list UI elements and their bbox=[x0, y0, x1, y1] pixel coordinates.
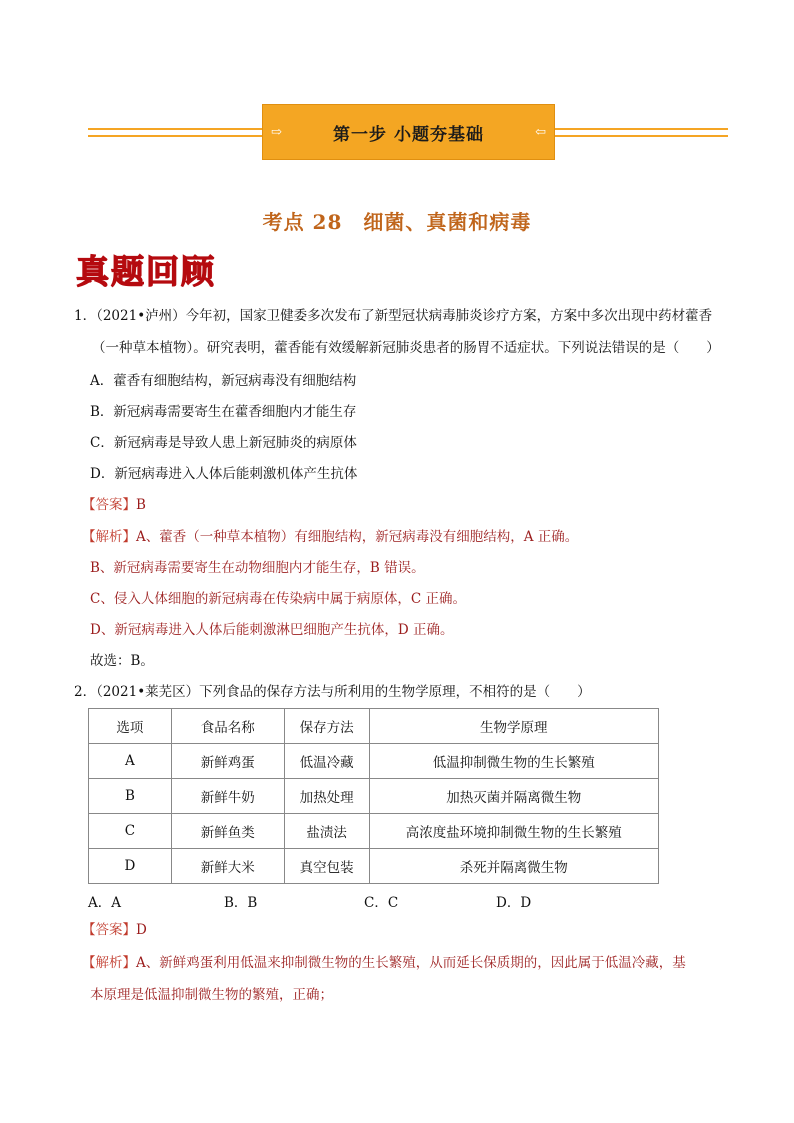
table-header-cell: 保存方法 bbox=[284, 709, 369, 744]
q2-option-b: B．B bbox=[224, 895, 258, 911]
section-stamp: 真题回顾 bbox=[76, 252, 216, 291]
table-cell: 新鲜鸡蛋 bbox=[171, 744, 284, 779]
q1-stem-line2: （一种草本植物）。研究表明，藿香能有效缓解新冠肺炎患者的肠胃不适症状。下列说法错误的是（ ） bbox=[92, 340, 720, 356]
q2-option-d: D．D bbox=[496, 895, 532, 911]
table-cell: C bbox=[89, 814, 172, 849]
table-cell: 杀死并隔离微生物 bbox=[369, 849, 658, 884]
table-cell: 加热灭菌并隔离微生物 bbox=[369, 779, 658, 814]
table-cell: 低温冷藏 bbox=[284, 744, 369, 779]
topic-title: 考点 28 细菌、真菌和病毒 bbox=[262, 210, 532, 234]
table-cell: 加热处理 bbox=[284, 779, 369, 814]
q1-conclusion: 故选：B。 bbox=[90, 653, 154, 669]
table-row bbox=[89, 744, 659, 779]
table-cell: D bbox=[89, 849, 172, 884]
q2-answer bbox=[82, 920, 147, 940]
q2-answer-value: D bbox=[136, 922, 147, 938]
q1-option-d: D．新冠病毒进入人体后能刺激机体产生抗体 bbox=[90, 466, 358, 482]
left-arrow-icon: ⇦ bbox=[535, 125, 546, 140]
q2-analysis-line1 bbox=[82, 953, 686, 973]
q1-option-c: C．新冠病毒是导致人患上新冠肺炎的病原体 bbox=[90, 435, 357, 451]
section-banner bbox=[262, 104, 555, 160]
table-header-row bbox=[89, 709, 659, 744]
table-header-cell: 生物学原理 bbox=[369, 709, 658, 744]
table-cell: 真空包装 bbox=[284, 849, 369, 884]
q1-option-a: A．藿香有细胞结构，新冠病毒没有细胞结构 bbox=[90, 373, 357, 389]
q1-analysis-tag: 【解析】 bbox=[82, 529, 136, 545]
q1-option-b: B．新冠病毒需要寄生在藿香细胞内才能生存 bbox=[90, 404, 357, 420]
table-row bbox=[89, 849, 659, 884]
q2-option-a: A．A bbox=[88, 895, 121, 911]
q1-answer bbox=[82, 495, 146, 515]
q1-analysis-line1 bbox=[82, 527, 578, 547]
table-cell: 新鲜牛奶 bbox=[171, 779, 284, 814]
table-cell: B bbox=[89, 779, 172, 814]
table-cell: 高浓度盐环境抑制微生物的生长繁殖 bbox=[369, 814, 658, 849]
q1-analysis-line2: B、新冠病毒需要寄生在动物细胞内才能生存，B 错误。 bbox=[90, 560, 425, 576]
q1-answer-value: B bbox=[136, 497, 146, 513]
table-cell: A bbox=[89, 744, 172, 779]
q2-analysis-line2: 本原理是低温抑制微生物的繁殖，正确； bbox=[90, 987, 333, 1003]
table-row bbox=[89, 814, 659, 849]
right-arrow-icon: ⇨ bbox=[271, 125, 282, 140]
q1-analysis-text-1: A、藿香（一种草本植物）有细胞结构，新冠病毒没有细胞结构，A 正确。 bbox=[136, 529, 579, 545]
q1-analysis-line4: D、新冠病毒进入人体后能刺激淋巴细胞产生抗体，D 正确。 bbox=[90, 622, 454, 638]
table-header-cell: 食品名称 bbox=[171, 709, 284, 744]
q1-analysis-line3: C、侵入人体细胞的新冠病毒在传染病中属于病原体，C 正确。 bbox=[90, 591, 466, 607]
q2-answer-tag: 【答案】 bbox=[82, 922, 136, 938]
q1-answer-tag: 【答案】 bbox=[82, 497, 136, 513]
q1-stem-line1: 1．（2021•泸州）今年初，国家卫健委多次发布了新型冠状病毒肺炎诊疗方案，方案中多次出现中药材藿香 bbox=[74, 308, 713, 324]
table-cell: 盐渍法 bbox=[284, 814, 369, 849]
q2-option-c: C．C bbox=[364, 895, 399, 911]
q2-table bbox=[88, 708, 659, 884]
banner-title: 第一步 小题夯基础 bbox=[333, 124, 484, 145]
table-cell: 新鲜鱼类 bbox=[171, 814, 284, 849]
table-header-cell: 选项 bbox=[89, 709, 172, 744]
table-row bbox=[89, 779, 659, 814]
table-cell: 新鲜大米 bbox=[171, 849, 284, 884]
q2-stem: 2．（2021•莱芜区）下列食品的保存方法与所利用的生物学原理，不相符的是（ ） bbox=[74, 684, 591, 700]
table-cell: 低温抑制微生物的生长繁殖 bbox=[369, 744, 658, 779]
q2-analysis-tag: 【解析】 bbox=[82, 955, 136, 971]
q2-analysis-text-1: A、新鲜鸡蛋利用低温来抑制微生物的生长繁殖，从而延长保质期的，因此属于低温冷藏，基 bbox=[136, 955, 686, 971]
